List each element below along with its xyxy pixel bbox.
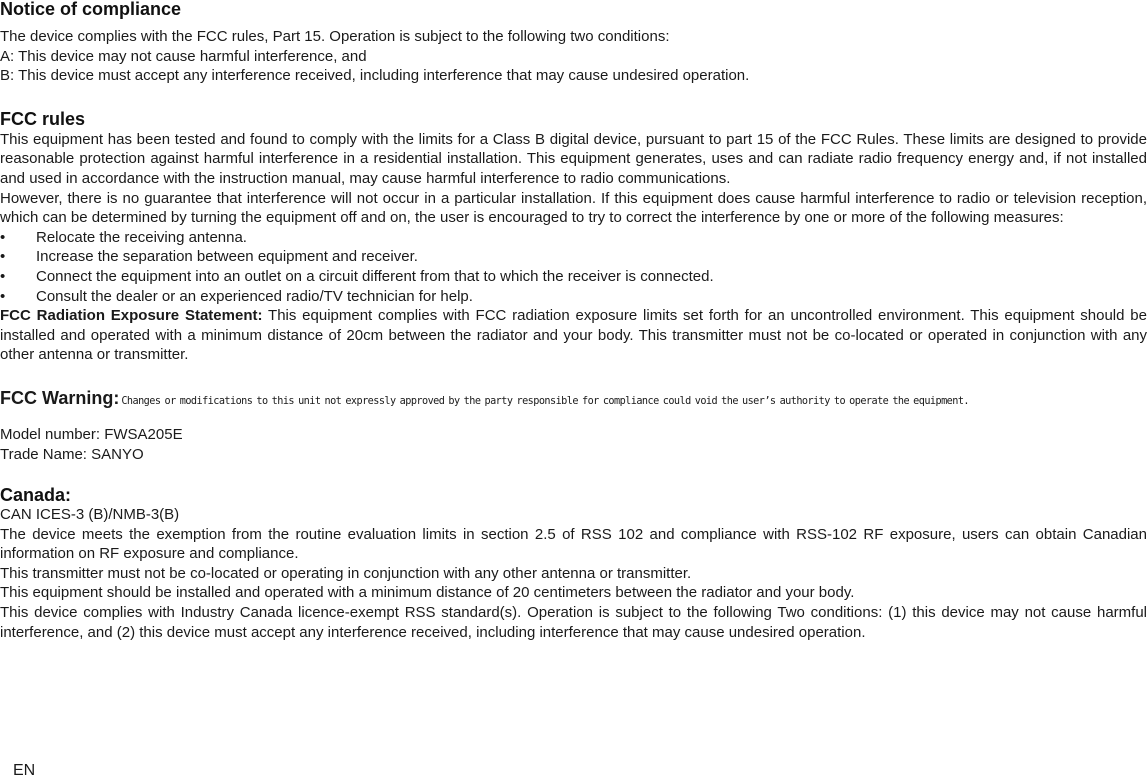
canada-distance: This equipment should be installed and operated with a minimum distance of 20 centimeters between the radiator and your body.	[0, 584, 855, 602]
list-item	[0, 228, 1147, 248]
measure-text: Connect the equipment into an outlet on a circuit different from that to which the receiver is connected.	[36, 267, 714, 285]
notice-heading: Notice of compliance	[0, 0, 182, 19]
list-item	[0, 247, 1147, 267]
notice-condition-b: B: This device must accept any interference received, including interference that may cause undesired operation.	[0, 67, 750, 85]
notice-intro: The device complies with the FCC rules, Part 15. Operation is subject to the following two conditions:	[0, 28, 670, 45]
fcc-rules-heading: FCC rules	[0, 108, 86, 129]
warning-text: Changes or modifications to this unit not expressly approved by the party responsible for compliance could void the user’s authority to operate the equipment.	[121, 395, 969, 407]
bullet-icon: •	[0, 228, 6, 246]
fcc-interference-paragraph: However, there is no guarantee that interference will not occur in a particular installation. If this equipment does cause harmful interference to radio or television reception, which can be determined by turning the equipment off and on, the user is encouraged to try to correct the interference by one or more of the following measures:	[0, 189, 1147, 227]
measure-text: Consult the dealer or an experienced radio/TV technician for help.	[36, 287, 473, 305]
list-item	[0, 287, 1147, 307]
bullet-icon: •	[0, 248, 6, 266]
fcc-rules-paragraph: This equipment has been tested and found to comply with the limits for a Class B digital device, pursuant to part 15 of the FCC Rules. These limits are designed to provide reasonable protection against harmful interference in a residential installation. This equipment generates, uses and can radiate radio frequency energy and, if not installed and used in accordance with the instruction manual, may cause harmful interference to radio communications.	[0, 130, 1147, 187]
canada-rss102: The device meets the exemption from the routine evaluation limits in section 2.5 of RSS 102 and compliance with RSS-102 RF exposure, users can obtain Canadian information on RF exposure and compliance.	[0, 525, 1147, 563]
radiation-statement	[0, 306, 1147, 365]
notice-condition-a: A: This device may not cause harmful interference, and	[0, 47, 367, 65]
radiation-text: This equipment complies with FCC radiation exposure limits set forth for an uncontrolled environment. This equipment should be installed and operated with a minimum distance of 20cm between the radiator and your body. This transmitter must not be co-located or operated in conjunction with any other antenna or transmitter.	[0, 307, 1147, 364]
canada-heading: Canada:	[0, 485, 72, 506]
warning-label: FCC Warning:	[0, 387, 120, 408]
canada-ices: CAN ICES-3 (B)/NMB-3(B)	[0, 506, 180, 524]
model-number: Model number: FWSA205E	[0, 425, 183, 443]
measure-text: Relocate the receiving antenna.	[36, 228, 247, 246]
measure-text: Increase the separation between equipment and receiver.	[36, 248, 418, 266]
fcc-warning	[0, 387, 1147, 409]
language-label: EN	[13, 762, 36, 779]
trade-name: Trade Name: SANYO	[0, 445, 144, 463]
list-item	[0, 267, 1147, 287]
canada-rss-standard: This device complies with Industry Canada licence-exempt RSS standard(s). Operation is subject to the following Two conditions: (1) this device may not cause harmful interference, and (2) this device must accept any interference received, including interference that may cause undesired operation.	[0, 604, 1147, 641]
radiation-label: FCC Radiation Exposure Statement:	[0, 307, 263, 325]
bullet-icon: •	[0, 287, 6, 305]
canada-transmitter: This transmitter must not be co-located or operating in conjunction with any other antenna or transmitter.	[0, 564, 692, 582]
bullet-icon: •	[0, 267, 6, 285]
